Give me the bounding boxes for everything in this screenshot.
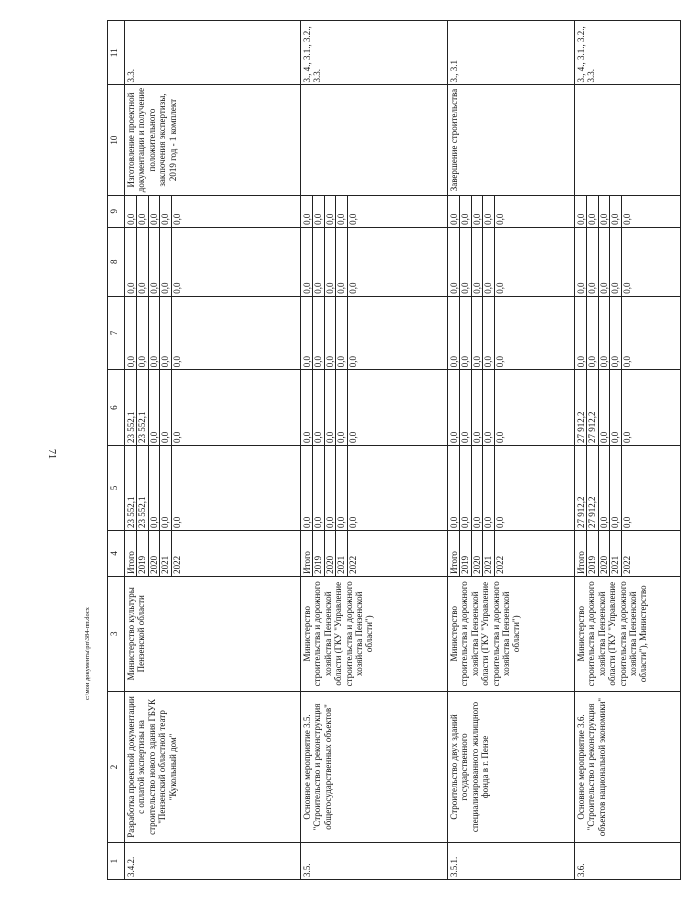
cell-c7 [575, 296, 681, 369]
cell-link: 3., 4., 3.1., 3.2., 3.3. [575, 21, 681, 85]
value-c8: 0,0 [336, 228, 347, 296]
value-c7: 0,0 [599, 297, 610, 369]
value-c6: 23 552,1 [137, 370, 148, 445]
cell-c9 [575, 195, 681, 227]
value-c5: 0,0 [336, 446, 347, 530]
value-years: 2020 [325, 531, 336, 576]
footer-file-path: c:\мои документы\рп\384-пп.docx [84, 607, 91, 700]
value-c5: 0,0 [599, 446, 610, 530]
value-c9: 0,0 [587, 196, 598, 227]
header-row [108, 21, 125, 880]
cell-num: 3.4.2. [125, 843, 301, 880]
value-c9: 0,0 [313, 196, 324, 227]
value-c5: 0,0 [149, 446, 160, 530]
cell-c7 [125, 296, 301, 369]
cell-c5 [448, 445, 575, 530]
value-c7: 0,0 [347, 355, 358, 368]
cell-c6 [125, 370, 301, 446]
value-c5: 0,0 [494, 516, 505, 528]
cell-c5 [575, 445, 681, 530]
value-years: 2020 [599, 531, 610, 576]
cell-c7 [301, 296, 448, 369]
value-years: 2021 [610, 531, 621, 576]
cell-link: 3., 3.1 [448, 21, 575, 85]
cell-c6 [575, 370, 681, 446]
value-c5: 27 912,2 [587, 446, 598, 530]
value-c9: 0,0 [449, 196, 460, 227]
value-c5: 0,0 [347, 516, 358, 528]
value-c8: 0,0 [313, 228, 324, 296]
cell-c5 [301, 445, 448, 530]
cell-link: 3.3. [125, 21, 301, 85]
value-c9: 0,0 [160, 196, 171, 227]
cell-num: 3.5. [301, 843, 448, 880]
value-c7: 0,0 [460, 297, 471, 369]
value-c5: 0,0 [621, 516, 632, 528]
header-cell: 1 [108, 843, 125, 880]
value-c6: 0,0 [160, 370, 171, 445]
value-c7: 0,0 [336, 297, 347, 369]
value-c6: 0,0 [171, 431, 182, 443]
value-years: 2022 [494, 555, 505, 574]
value-c7: 0,0 [621, 355, 632, 368]
value-c8: 0,0 [126, 228, 137, 296]
value-years: Итого [449, 531, 460, 576]
cell-link: 3., 4., 3.1., 3.2., 3.3. [301, 21, 448, 85]
value-years: 2022 [347, 555, 358, 574]
value-c9: 0,0 [610, 196, 621, 227]
value-c7: 0,0 [126, 297, 137, 369]
value-c5: 23 552,1 [126, 446, 137, 530]
value-c9: 0,0 [472, 196, 483, 227]
value-c9: 0,0 [302, 196, 313, 227]
cell-years [125, 530, 301, 576]
program-table [107, 20, 681, 880]
value-c5: 0,0 [449, 446, 460, 530]
value-c7: 0,0 [313, 297, 324, 369]
cell-executor: Министерство культуры Пензенской области [125, 576, 301, 691]
value-c8: 0,0 [149, 228, 160, 296]
value-c9: 0,0 [483, 196, 494, 227]
value-c9: 0,0 [126, 196, 137, 227]
cell-result: Изготовление проектной документации и получение положительного заключения экспертизы, 2019 год - 1 комплект [125, 85, 301, 195]
value-c7: 0,0 [610, 297, 621, 369]
header-cell: 11 [108, 21, 125, 85]
cell-years [575, 530, 681, 576]
rotated-table-wrapper [107, 20, 649, 880]
cell-c8 [125, 227, 301, 296]
value-c6: 0,0 [347, 431, 358, 443]
value-c7: 0,0 [137, 297, 148, 369]
cell-c9 [448, 195, 575, 227]
value-years: Итого [126, 531, 137, 576]
value-years: 2022 [171, 555, 182, 574]
value-c6: 27 912,2 [576, 370, 587, 445]
value-c8: 0,0 [171, 282, 182, 294]
value-c6: 0,0 [483, 370, 494, 445]
cell-executor: Министерство строительства и дорожного хозяйства Пензенской области (ГКУ "Управление строительства и дорожного хозяйства Пензенской области") [301, 576, 448, 691]
value-c7: 0,0 [494, 355, 505, 368]
value-years: 2019 [137, 531, 148, 576]
cell-result: Завершение строительства [448, 85, 575, 195]
value-c7: 0,0 [171, 355, 182, 368]
cell-executor: Министерство строительства и дорожного хозяйства Пензенской области (ГКУ "Управление строительства и дорожного хозяйства Пензенской области"), Министерство [575, 576, 681, 691]
value-years: 2020 [472, 531, 483, 576]
cell-c5 [125, 445, 301, 530]
cell-num: 3.6. [575, 843, 681, 880]
cell-result [301, 85, 448, 195]
value-years: 2020 [149, 531, 160, 576]
value-c7: 0,0 [576, 297, 587, 369]
value-c9: 0,0 [325, 196, 336, 227]
value-c8: 0,0 [472, 228, 483, 296]
value-c7: 0,0 [483, 297, 494, 369]
header-cell: 3 [108, 576, 125, 691]
header-cell: 2 [108, 691, 125, 843]
header-cell: 7 [108, 296, 125, 369]
value-c8: 0,0 [302, 228, 313, 296]
value-c6: 0,0 [621, 431, 632, 443]
value-c7: 0,0 [302, 297, 313, 369]
value-c6: 0,0 [494, 431, 505, 443]
value-c6: 0,0 [460, 370, 471, 445]
cell-c8 [448, 227, 575, 296]
value-c6: 0,0 [149, 370, 160, 445]
cell-c9 [301, 195, 448, 227]
cell-c9 [125, 195, 301, 227]
header-cell: 4 [108, 530, 125, 576]
cell-result [575, 85, 681, 195]
value-c6: 0,0 [313, 370, 324, 445]
value-c8: 0,0 [325, 228, 336, 296]
header-cell: 6 [108, 370, 125, 446]
cell-name: Основное мероприятие 3.6. "Строительство и реконструкция объектов национальной экономики" [575, 691, 681, 843]
value-c7: 0,0 [325, 297, 336, 369]
header-cell: 8 [108, 227, 125, 296]
value-c5: 0,0 [160, 446, 171, 530]
value-c9: 0,0 [149, 196, 160, 227]
value-years: 2019 [313, 531, 324, 576]
header-cell: 9 [108, 195, 125, 227]
value-c5: 23 552,1 [137, 446, 148, 530]
value-c7: 0,0 [160, 297, 171, 369]
value-c6: 23 552,1 [126, 370, 137, 445]
value-c6: 0,0 [302, 370, 313, 445]
value-c8: 0,0 [587, 228, 598, 296]
value-c7: 0,0 [587, 297, 598, 369]
header-cell: 10 [108, 85, 125, 195]
value-c8: 0,0 [599, 228, 610, 296]
value-c8: 0,0 [483, 228, 494, 296]
value-c8: 0,0 [610, 228, 621, 296]
value-years: 2022 [621, 555, 632, 574]
table-row [448, 21, 575, 880]
value-years: 2021 [483, 531, 494, 576]
value-c8: 0,0 [621, 282, 632, 294]
value-c8: 0,0 [137, 228, 148, 296]
header-cell: 5 [108, 445, 125, 530]
value-c9: 0,0 [336, 196, 347, 227]
value-c5: 27 912,2 [576, 446, 587, 530]
value-c5: 0,0 [313, 446, 324, 530]
cell-years [448, 530, 575, 576]
cell-c7 [448, 296, 575, 369]
table-row [125, 21, 301, 880]
cell-c6 [301, 370, 448, 446]
table-row [301, 21, 448, 880]
value-c9: 0,0 [460, 196, 471, 227]
table-row [575, 21, 681, 880]
value-c7: 0,0 [149, 297, 160, 369]
value-c5: 0,0 [472, 446, 483, 530]
value-c5: 0,0 [610, 446, 621, 530]
page-number: 71 [46, 449, 57, 459]
value-c6: 0,0 [449, 370, 460, 445]
cell-c8 [301, 227, 448, 296]
cell-years [301, 530, 448, 576]
value-years: 2019 [587, 531, 598, 576]
value-c7: 0,0 [449, 297, 460, 369]
value-c9: 0,0 [599, 196, 610, 227]
value-c6: 27 912,2 [587, 370, 598, 445]
value-c9: 0,0 [137, 196, 148, 227]
value-c8: 0,0 [460, 228, 471, 296]
value-c8: 0,0 [160, 228, 171, 296]
value-c6: 0,0 [336, 370, 347, 445]
value-c5: 0,0 [171, 516, 182, 528]
cell-num: 3.5.1. [448, 843, 575, 880]
value-c5: 0,0 [302, 446, 313, 530]
value-c9: 0,0 [171, 213, 182, 225]
value-years: 2019 [460, 531, 471, 576]
value-c6: 0,0 [472, 370, 483, 445]
value-years: Итого [302, 531, 313, 576]
value-c8: 0,0 [494, 282, 505, 294]
value-c6: 0,0 [599, 370, 610, 445]
value-c8: 0,0 [449, 228, 460, 296]
value-c5: 0,0 [483, 446, 494, 530]
value-years: 2021 [336, 531, 347, 576]
value-years: Итого [576, 531, 587, 576]
value-c9: 0,0 [347, 213, 358, 225]
value-c9: 0,0 [576, 196, 587, 227]
value-c6: 0,0 [610, 370, 621, 445]
value-c9: 0,0 [621, 213, 632, 225]
cell-name: Разработка проектной документации с оплатой экспертизы на строительство нового здания ГБУК "Пензенский областной театр "Кукольный дом" [125, 691, 301, 843]
value-c9: 0,0 [494, 213, 505, 225]
cell-c6 [448, 370, 575, 446]
value-c6: 0,0 [325, 370, 336, 445]
value-c8: 0,0 [576, 228, 587, 296]
cell-name: Основное мероприятие 3.5. "Строительство и реконструкция общегосударственных объектов" [301, 691, 448, 843]
value-c7: 0,0 [472, 297, 483, 369]
value-years: 2021 [160, 531, 171, 576]
value-c8: 0,0 [347, 282, 358, 294]
cell-name: Строительство двух зданий государственного специализированного жилищного фонда в г. Пензе [448, 691, 575, 843]
cell-executor: Министерство строительства и дорожного хозяйства Пензенской области (ГКУ "Управление строительства и дорожного хозяйства Пензенской области") [448, 576, 575, 691]
cell-c8 [575, 227, 681, 296]
value-c5: 0,0 [325, 446, 336, 530]
value-c5: 0,0 [460, 446, 471, 530]
